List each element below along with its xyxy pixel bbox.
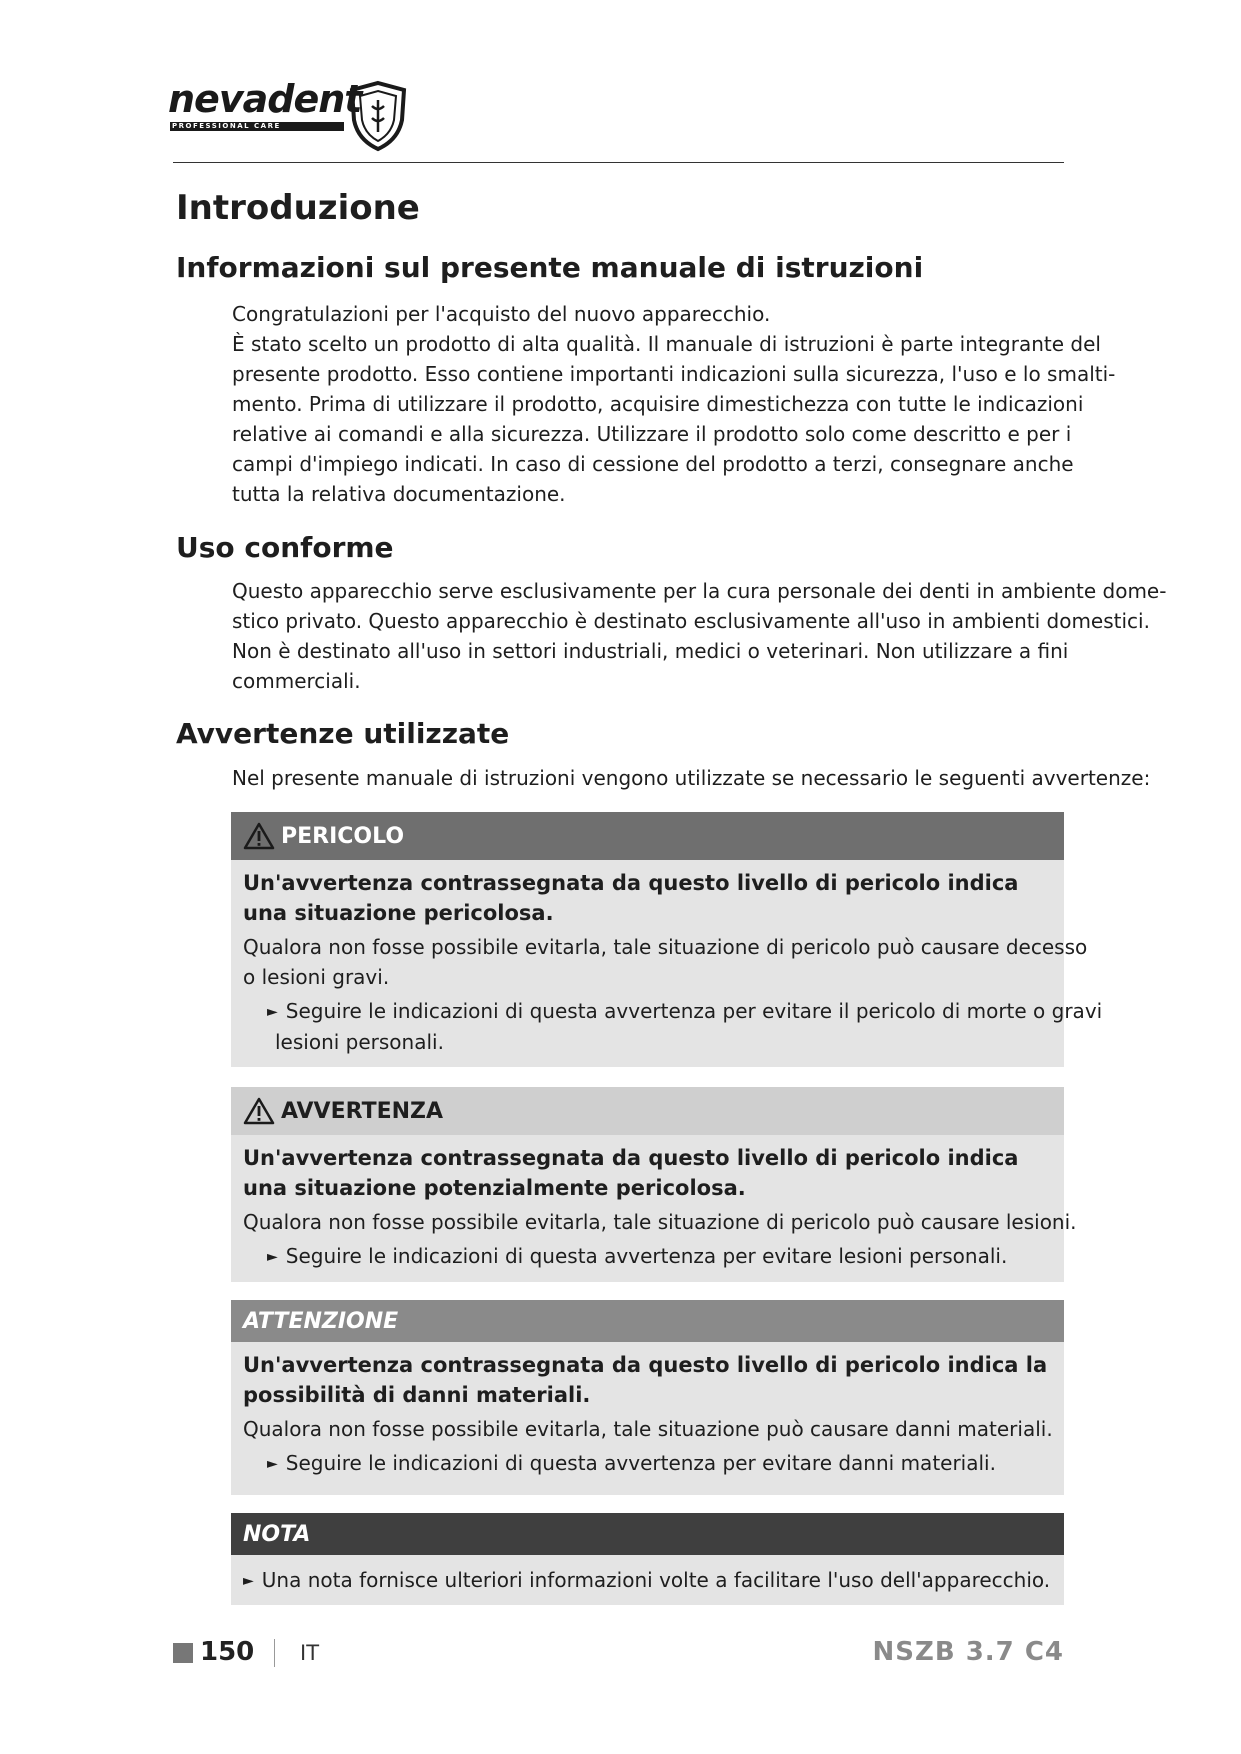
warning-triangle-icon <box>243 822 275 850</box>
warning-box-header <box>231 1087 1064 1135</box>
warning-consequence <box>243 1207 1077 1237</box>
text-line: È stato scelto un prodotto di alta qualità. Il manuale di istruzioni è parte integrante del <box>232 332 1101 356</box>
text-line: Un'avvertenza contrassegnata da questo livello di pericolo indica <box>243 1146 1019 1170</box>
text-line: Congratulazioni per l'acquisto del nuovo apparecchio. <box>232 302 771 326</box>
caution-instruction <box>267 1448 1064 1479</box>
language-code: IT <box>300 1641 320 1665</box>
page-number: 150 <box>200 1637 255 1667</box>
bullet-line <box>267 996 1103 1027</box>
danger-box <box>231 812 1103 1067</box>
caution-definition <box>243 1350 1064 1410</box>
note-text <box>243 1565 1064 1596</box>
brand-name: nevadent <box>168 77 362 121</box>
text-line: Nel presente manuale di istruzioni vengono utilizzate se necessario le seguenti avvertenze: <box>232 766 1151 790</box>
danger-label: PERICOLO <box>281 823 405 849</box>
section-heading-use: Uso conforme <box>176 531 394 564</box>
footer-divider <box>274 1639 275 1667</box>
danger-consequence <box>243 932 1088 992</box>
footer-square-marker <box>173 1643 193 1663</box>
text-line: o lesioni gravi. <box>243 965 390 989</box>
text-line: possibilità di danni materiali. <box>243 1383 591 1407</box>
caution-label: ATTENZIONE <box>243 1308 399 1334</box>
text-line: stico privato. Questo apparecchio è destinato esclusivamente all'uso in ambienti domestici. <box>232 609 1150 633</box>
warning-definition <box>243 1143 1064 1203</box>
text-line: Qualora non fosse possibile evitarla, tale situazione di pericolo può causare decesso <box>243 935 1088 959</box>
note-label: NOTA <box>243 1521 311 1547</box>
section-body-manual <box>232 299 1116 509</box>
text-line: Non è destinato all'uso in settori industriali, medici o veterinari. Non utilizzare a fini <box>232 639 1069 663</box>
warning-box <box>231 1087 1077 1282</box>
text-line: Una nota fornisce ulteriori informazioni volte a facilitare l'uso dell'apparecchio. <box>261 1568 1051 1592</box>
bullet-line <box>267 1448 1064 1479</box>
text-line: Seguire le indicazioni di questa avvertenza per evitare lesioni personali. <box>285 1244 1008 1268</box>
shield-emblem-icon <box>348 80 408 152</box>
brand-tagline: PROFESSIONAL CARE <box>172 122 281 130</box>
page-title: Introduzione <box>176 188 420 228</box>
warning-label: AVVERTENZA <box>281 1098 443 1124</box>
brand-logo <box>168 77 413 154</box>
caution-box-header <box>231 1300 1064 1342</box>
header-rule <box>173 162 1064 163</box>
text-line: tutta la relativa documentazione. <box>232 482 566 506</box>
danger-box-header <box>231 812 1064 860</box>
text-line: una situazione potenzialmente pericolosa. <box>243 1176 746 1200</box>
text-line: Questo apparecchio serve esclusivamente per la cura personale dei denti in ambiente dome- <box>232 579 1167 603</box>
caution-box <box>231 1300 1064 1495</box>
section-heading-warnings: Avvertenze utilizzate <box>176 717 510 750</box>
text-line: Un'avvertenza contrassegnata da questo livello di pericolo indica <box>243 871 1019 895</box>
triangle-right-bullet-icon: ► <box>267 1456 278 1472</box>
triangle-right-bullet-icon: ► <box>267 1249 278 1265</box>
text-line: Qualora non fosse possibile evitarla, tale situazione di pericolo può causare lesioni. <box>243 1210 1077 1234</box>
text-line: campi d'impiego indicati. In caso di cessione del prodotto a terzi, consegnare anche <box>232 452 1074 476</box>
warning-instruction <box>267 1241 1064 1272</box>
text-line: Qualora non fosse possibile evitarla, tale situazione può causare danni materiali. <box>243 1417 1053 1441</box>
note-box <box>231 1513 1064 1605</box>
danger-instruction <box>267 996 1103 1057</box>
model-number: NSZB 3.7 C4 <box>872 1637 1064 1667</box>
bullet-line <box>243 1565 1064 1596</box>
section-body-warnings <box>232 763 1151 793</box>
warning-triangle-icon <box>243 1097 275 1125</box>
text-line: presente prodotto. Esso contiene importanti indicazioni sulla sicurezza, l'uso e lo smalti- <box>232 362 1116 386</box>
triangle-right-bullet-icon: ► <box>243 1573 254 1589</box>
section-heading-manual: Informazioni sul presente manuale di istruzioni <box>176 251 924 284</box>
text-line: relative ai comandi e alla sicurezza. Utilizzare il prodotto solo come descritto e per i <box>232 422 1072 446</box>
bullet-line <box>267 1241 1064 1272</box>
text-line: Seguire le indicazioni di questa avvertenza per evitare il pericolo di morte o gravi <box>285 999 1103 1023</box>
caution-consequence <box>243 1414 1064 1444</box>
text-line: mento. Prima di utilizzare il prodotto, acquisire dimestichezza con tutte le indicazioni <box>232 392 1084 416</box>
danger-definition <box>243 868 1064 928</box>
text-line: Seguire le indicazioni di questa avvertenza per evitare danni materiali. <box>285 1451 996 1475</box>
text-line: una situazione pericolosa. <box>243 901 554 925</box>
text-line: Un'avvertenza contrassegnata da questo livello di pericolo indica la <box>243 1353 1048 1377</box>
text-line: commerciali. <box>232 669 361 693</box>
section-body-use <box>232 576 1167 696</box>
triangle-right-bullet-icon: ► <box>267 1004 278 1020</box>
text-line: lesioni personali. <box>275 1030 444 1054</box>
note-box-header <box>231 1513 1064 1555</box>
